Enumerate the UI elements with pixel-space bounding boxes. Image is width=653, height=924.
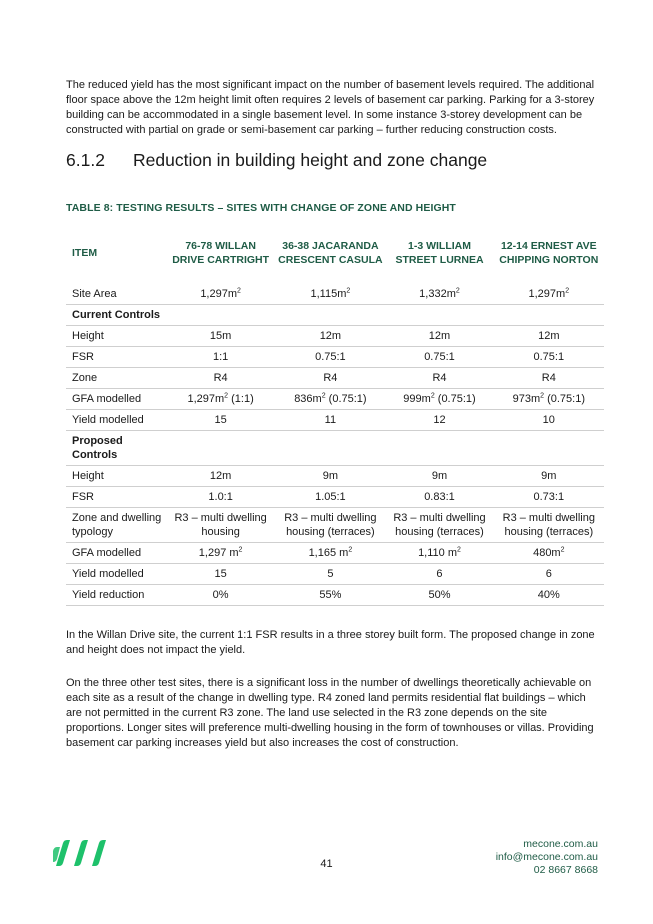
cell: $1,332m^2$ <box>385 284 493 305</box>
header-site-4: 12-14 ERNEST AVE CHIPPING NORTON <box>499 240 599 266</box>
header-site-1: 76-78 WILLAN DRIVE CARTRIGHT <box>172 240 270 266</box>
cell: R4 <box>494 368 604 389</box>
cell: 1:1 <box>166 347 276 368</box>
cell: 6 <box>494 564 604 585</box>
cell: 0% <box>166 585 276 606</box>
intro-paragraph: The reduced yield has the most significant impact on the number of basement levels required. The additional floor space above the 12m height limit often requires 2 levels of basement car parking. Parking for a 3-storey building can be accommodated in a single basement level. In some instance 3-storey development can be constructed with partial on grade or semi-basement car parking – further reducing construction costs. <box>66 79 595 136</box>
cell: 1.0:1 <box>166 487 276 508</box>
cell: 11 <box>275 410 385 431</box>
cell: 15m <box>166 326 276 347</box>
table-row <box>66 347 604 368</box>
cell: 1,110 $m^2$ <box>385 543 493 564</box>
table-row <box>66 508 604 543</box>
cell: $1,297m^2$ <box>166 284 276 305</box>
cell: 0.83:1 <box>385 487 493 508</box>
cell: 15 <box>166 564 276 585</box>
header-site-2: 36-38 JACARANDA CRESCENT CASULA <box>278 240 383 266</box>
cell: R4 <box>275 368 385 389</box>
cell: 5 <box>275 564 385 585</box>
footer-email[interactable]: info@mecone.com.au <box>495 851 598 863</box>
section-label-current: Current Controls <box>66 305 166 326</box>
cell: $1,297m^2$ (1:1) <box>166 389 276 410</box>
cell: 1,297 $m^2$ <box>166 543 276 564</box>
testing-results-table <box>66 226 604 606</box>
cell: 12m <box>275 326 385 347</box>
cell: 12m <box>385 326 493 347</box>
cell: 1.05:1 <box>275 487 385 508</box>
cell: 0.75:1 <box>494 347 604 368</box>
row-label: GFA modelled <box>66 543 166 564</box>
table-caption: TABLE 8: TESTING RESULTS – SITES WITH CHANGE OF ZONE AND HEIGHT <box>66 202 456 214</box>
row-label: FSR <box>66 487 166 508</box>
table-row <box>66 466 604 487</box>
cell: 15 <box>166 410 276 431</box>
table-row <box>66 585 604 606</box>
table-row <box>66 368 604 389</box>
cell: 0.75:1 <box>385 347 493 368</box>
row-label: Yield reduction <box>66 585 166 606</box>
section-heading <box>66 150 487 171</box>
cell: 12 <box>385 410 493 431</box>
cell: 40% <box>494 585 604 606</box>
cell: R3 – multi dwelling housing (terraces) <box>275 508 385 543</box>
cell: R3 – multi dwelling housing (terraces) <box>385 508 493 543</box>
cell: R4 <box>166 368 276 389</box>
section-title: Reduction in building height and zone change <box>133 150 488 170</box>
table-row <box>66 487 604 508</box>
header-site-3: 1-3 WILLIAM STREET LURNEA <box>395 240 484 266</box>
cell: 6 <box>385 564 493 585</box>
cell: $1,297m^2$ <box>494 284 604 305</box>
cell: R3 – multi dwelling housing (terraces) <box>494 508 604 543</box>
cell: 0.75:1 <box>275 347 385 368</box>
table-section-row <box>66 305 604 326</box>
row-label: Zone and dwelling typology <box>66 508 166 543</box>
table-row <box>66 410 604 431</box>
footer-contact <box>496 838 598 877</box>
table-row <box>66 284 604 305</box>
table-header-row <box>66 226 604 284</box>
row-label: FSR <box>66 347 166 368</box>
cell: 50% <box>385 585 493 606</box>
table-section-row <box>66 431 604 466</box>
footer-phone: 02 8667 8668 <box>533 864 598 876</box>
page-number: 41 <box>320 858 333 870</box>
willan-paragraph: In the Willan Drive site, the current 1:1 FSR results in a three storey built form. The proposed change in zone and height does not impact the yield. <box>66 629 595 656</box>
row-label: Height <box>66 326 166 347</box>
table-row <box>66 543 604 564</box>
row-label: Site Area <box>66 284 166 305</box>
cell: 12m <box>494 326 604 347</box>
table-row <box>66 564 604 585</box>
cell: 55% <box>275 585 385 606</box>
cell: $480m^2$ <box>494 543 604 564</box>
cell: 9m <box>275 466 385 487</box>
cell: 9m <box>385 466 493 487</box>
cell: 9m <box>494 466 604 487</box>
cell: 1,165 $m^2$ <box>275 543 385 564</box>
footer-website[interactable]: mecone.com.au <box>523 838 598 850</box>
row-label: Height <box>66 466 166 487</box>
cell: $1,115m^2$ <box>275 284 385 305</box>
cell: R3 – multi dwelling housing <box>166 508 276 543</box>
header-item: ITEM <box>72 247 98 259</box>
cell: $999m^2$ (0.75:1) <box>385 389 493 410</box>
row-label: Yield modelled <box>66 564 166 585</box>
cell: 10 <box>494 410 604 431</box>
cell: $836m^2$ (0.75:1) <box>275 389 385 410</box>
row-label: GFA modelled <box>66 389 166 410</box>
row-label: Yield modelled <box>66 410 166 431</box>
table-row <box>66 326 604 347</box>
table-row <box>66 389 604 410</box>
section-number: 6.1.2 <box>66 150 105 170</box>
section-label-proposed: Proposed Controls <box>66 431 166 466</box>
cell: $973m^2$ (0.75:1) <box>494 389 604 410</box>
row-label: Zone <box>66 368 166 389</box>
cell: 0.73:1 <box>494 487 604 508</box>
other-sites-paragraph: On the three other test sites, there is a significant loss in the number of dwellings theoretically achievable on each site as a result of the change in dwelling type. R4 zoned land permits residential flat buildings – which are not permitted in the current R3 zone. The land use selected in the R3 zone depends on the site proportions. Longer sites will preference multi-dwelling housing in the form of townhouses or villas. Providing basement car parking increases yield but also increases the cost of construction. <box>66 677 594 749</box>
cell: R4 <box>385 368 493 389</box>
cell: 12m <box>166 466 276 487</box>
